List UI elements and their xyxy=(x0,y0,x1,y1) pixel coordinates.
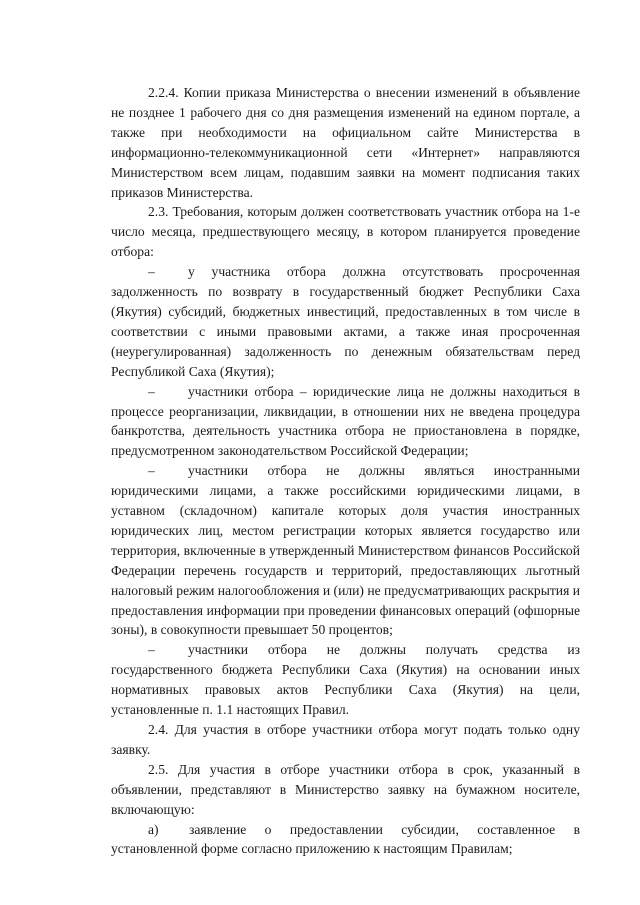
paragraph-2-3 xyxy=(111,202,580,262)
item-label: а) xyxy=(148,821,159,837)
paragraph-text: 2.4. Для участия в отборе участники отбора могут подать только одну заявку. xyxy=(111,722,580,757)
paragraph-text: участники отбора не должны являться иностранными юридическими лицами, а также российскими юридическими лицами, в уставном (складочном) капитале которых доля участия иностранных юридических лиц, местом регистрации которых является государство или территория, включенные в утвержденный Министерством финансов Российской Федерации перечень государств и территорий, предоставляющих льготный налоговый режим налогообложения и (или) не предусматривающих раскрытия и предоставления информации при проведении финансовых операций (офшорные зоны), в совокупности превышает 50 процентов; xyxy=(111,463,580,638)
paragraph-text: у участника отбора должна отсутствовать просроченная задолженность по возврату в государственный бюджет Республики Саха (Якутия) субсидий, бюджетных инвестиций, предоставленных в том числе в соответствии с иными правовыми актами, а также иная просроченная (неурегулированная) задолженность по денежным обязательствам перед Республикой Саха (Якутия); xyxy=(111,264,580,379)
paragraph-text: 2.3. Требования, которым должен соответствовать участник отбора на 1-е число месяца, предшествующего месяцу, в котором планируется проведение отбора: xyxy=(111,204,580,260)
paragraph-2-4 xyxy=(111,720,580,760)
paragraph-text: 2.2.4. Копии приказа Министерства о внесении изменений в объявление не позднее 1 рабочего дня со дня размещения изменений на едином портале, а также при необходимости на официальном сайте Министерства в информационно-телекоммуникационной сети «Интернет» направляются Министерством всем лицам, подавшим заявки на момент подписания таких приказов Министерства. xyxy=(111,85,580,200)
paragraph-2-2-4 xyxy=(111,83,580,202)
dash-marker: – xyxy=(148,463,155,479)
requirement-item-1 xyxy=(111,262,580,381)
dash-marker: – xyxy=(148,264,155,280)
dash-marker: – xyxy=(148,642,155,658)
paragraph-2-5 xyxy=(111,760,580,820)
requirement-item-2 xyxy=(111,382,580,462)
dash-marker: – xyxy=(148,383,155,399)
requirement-item-3 xyxy=(111,461,580,640)
paragraph-text: участники отбора не должны получать средства из государственного бюджета Республики Саха (Якутия) на основании иных нормативных правовых актов Республики Саха (Якутия) на цели, установленные п. 1.1 настоящих Правил. xyxy=(111,642,580,718)
paragraph-text: 2.5. Для участия в отборе участники отбора в срок, указанный в объявлении, представляют в Министерство заявку на бумажном носителе, включающую: xyxy=(111,761,580,817)
requirement-item-4 xyxy=(111,640,580,720)
list-item-a xyxy=(111,820,580,860)
paragraph-text: заявление о предоставлении субсидии, составленное в установленной форме согласно приложению к настоящим Правилам; xyxy=(111,821,580,857)
paragraph-text: участники отбора – юридические лица не должны находиться в процессе реорганизации, ликвидации, в отношении них не введена процедура банкротства, деятельность участника отбора не приостановлена в порядке, предусмотренном законодательством Российской Федерации; xyxy=(111,383,580,459)
